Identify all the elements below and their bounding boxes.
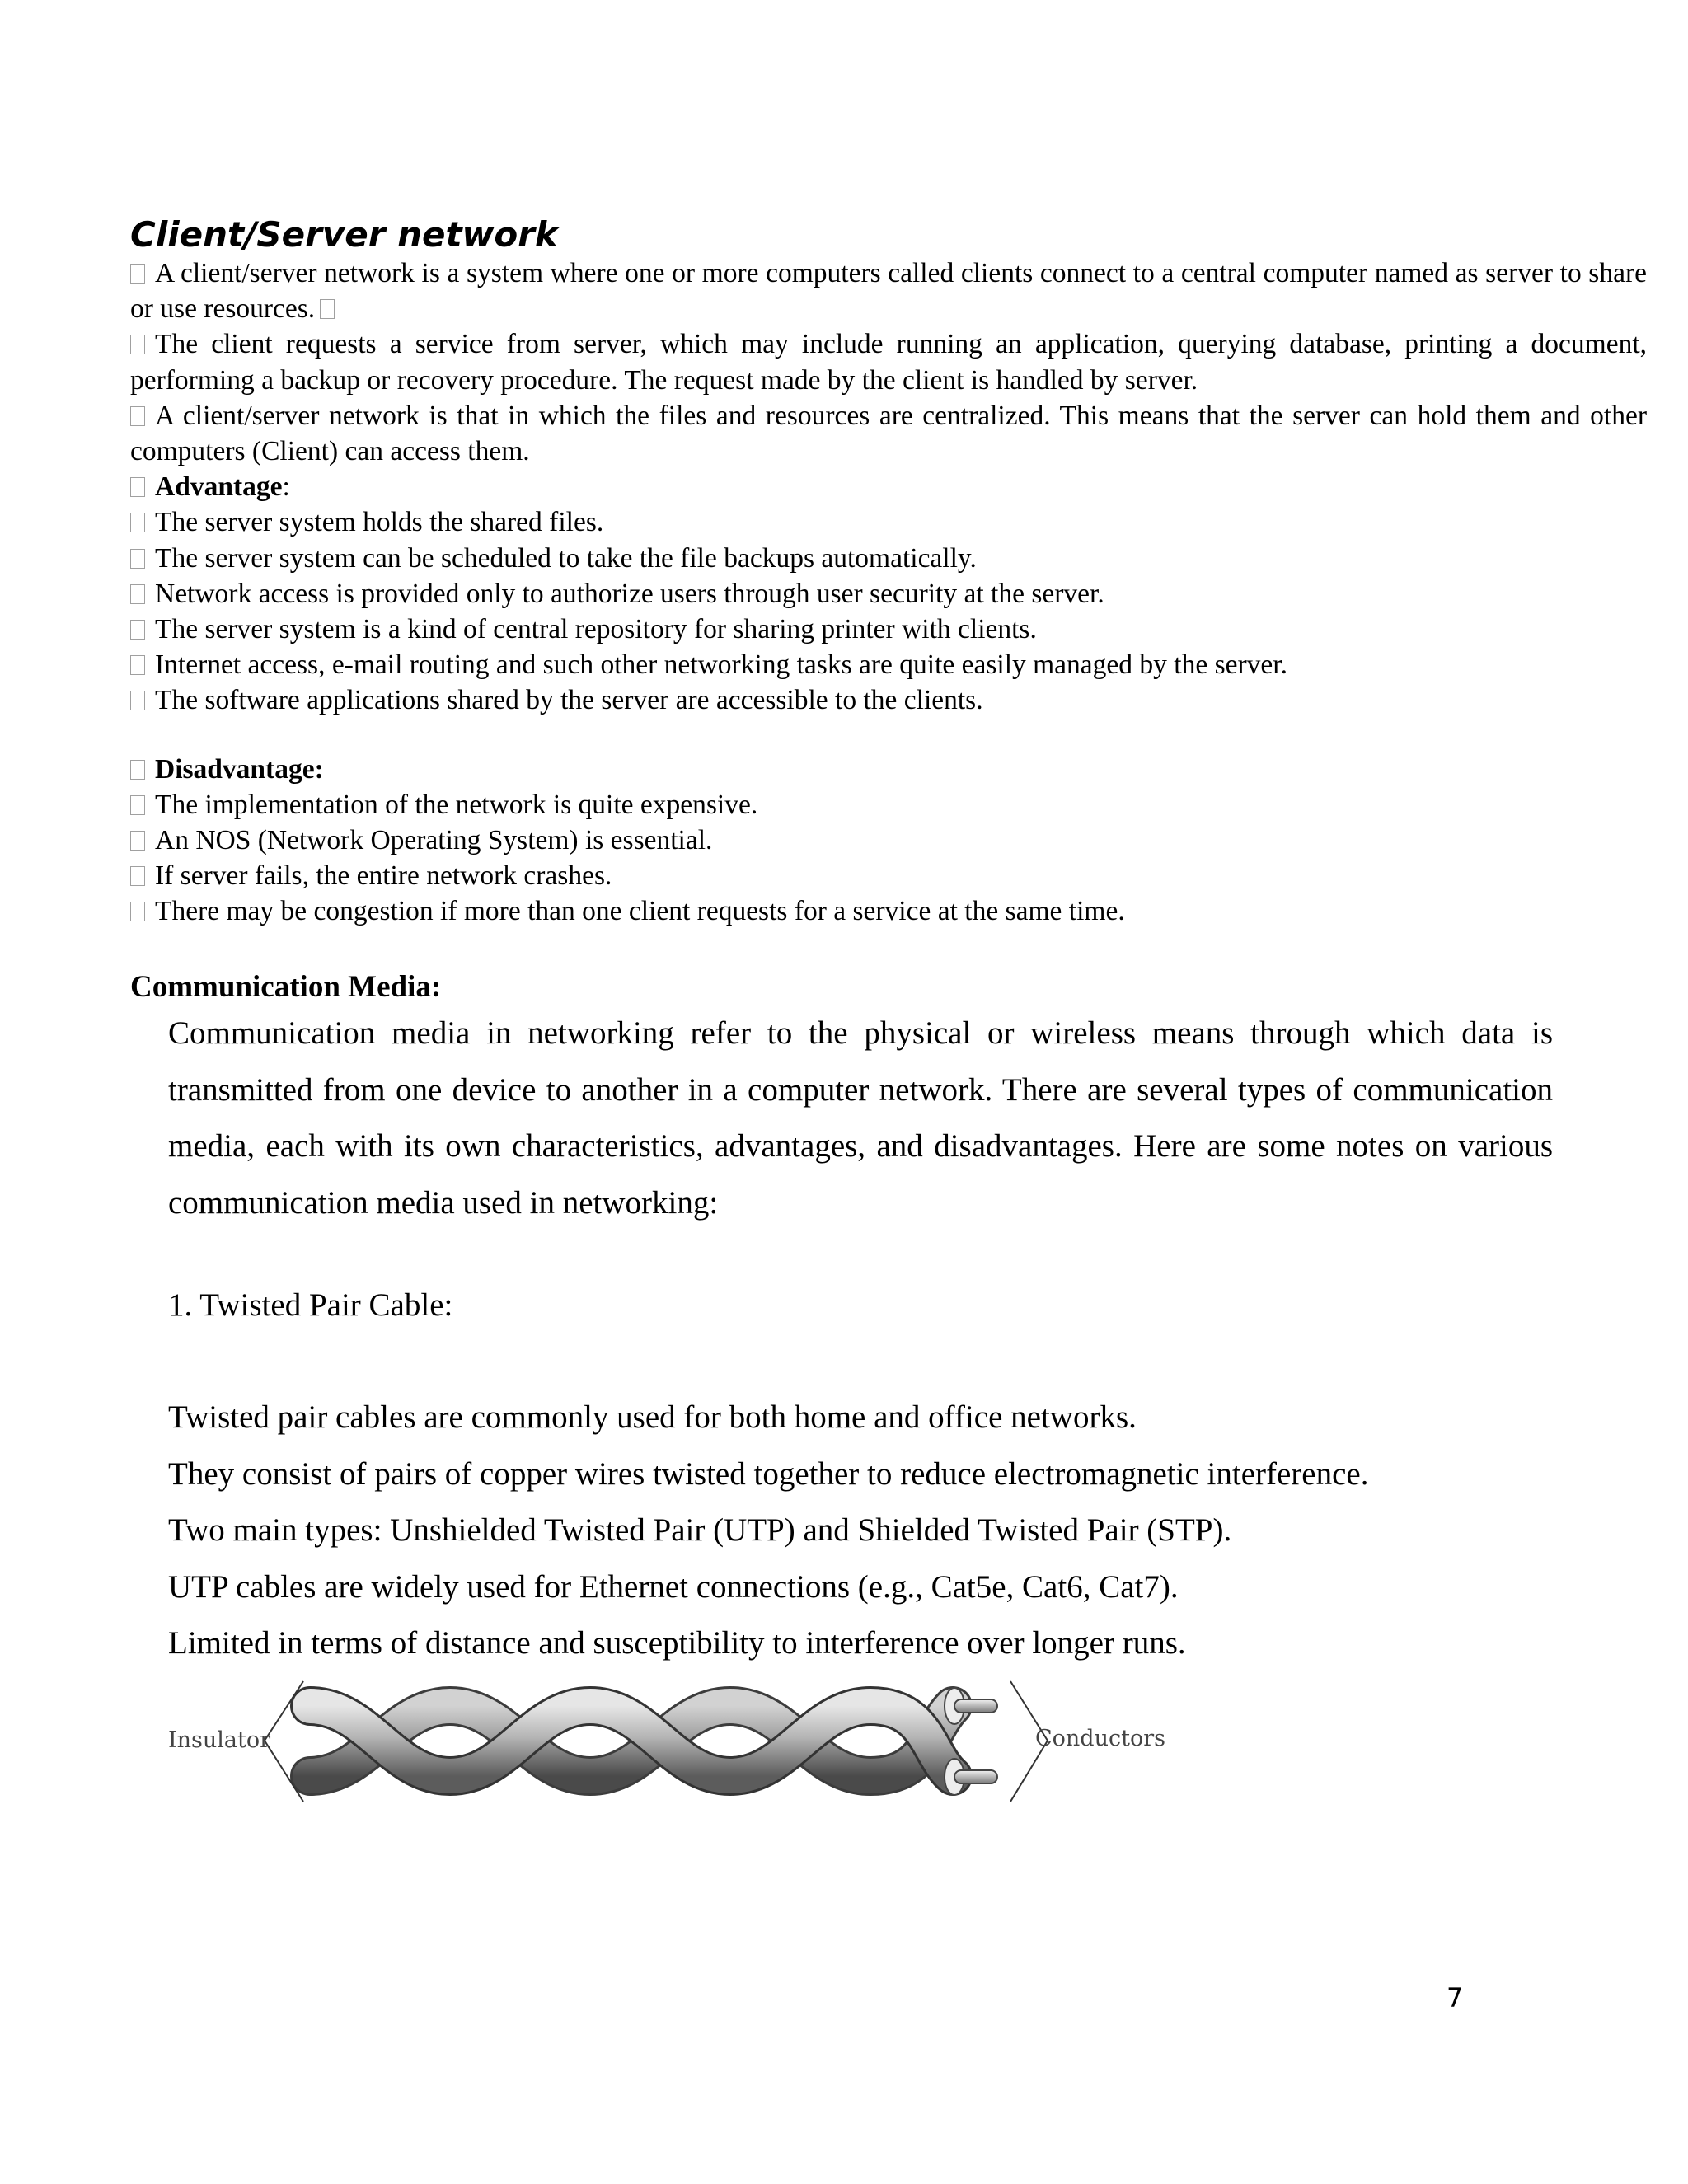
- list-item-text: The implementation of the network is quite expensive.: [155, 789, 758, 820]
- list-item: [130, 787, 1647, 823]
- paragraph-text: A client/server network is that in which the files and resources are centralized. This means that the server can hold them and other computers (Client) can access them.: [130, 400, 1647, 467]
- list-item: [130, 893, 1647, 929]
- page-number: 7: [1447, 1982, 1464, 2013]
- bullet-icon: [130, 795, 145, 815]
- twisted-pair-cable-figure: [162, 1673, 1167, 1813]
- paragraph-text: The client requests a service from server, which may include running an application, querying database, printing a document, performing a backup or recovery procedure. The request made by the client is handled by server.: [130, 329, 1647, 396]
- list-item-text: The server system can be scheduled to take the file backups automatically.: [155, 542, 977, 574]
- list-item-text: If server fails, the entire network crashes.: [155, 860, 612, 892]
- note-line: They consist of pairs of copper wires twisted together to reduce electromagnetic interference.: [168, 1455, 1369, 1492]
- list-item: [130, 612, 1647, 647]
- communication-media-intro: Communication media in networking refer to the physical or wireless means through which data is transmitted from one device to another in a computer network. There are several types of communication media, each with its own characteristics, advantages, and disadvantages. Here are some notes on various communication media used in networking:: [168, 1015, 1553, 1221]
- insulator-label: Insulator: [168, 1727, 271, 1753]
- twisted-pair-heading: 1. Twisted Pair Cable:: [168, 1287, 453, 1323]
- list-item: [130, 682, 1647, 718]
- paragraph: [130, 255, 1647, 326]
- list-item: [130, 541, 1647, 576]
- disadvantage-heading-text: Disadvantage:: [155, 753, 324, 785]
- note-line: UTP cables are widely used for Ethernet connections (e.g., Cat5e, Cat6, Cat7).: [168, 1568, 1179, 1605]
- advantage-heading-text: Advantage: [155, 471, 283, 503]
- bullet-icon: [130, 655, 145, 675]
- section-title-client-server: Client/Server network: [130, 214, 558, 255]
- list-item: [130, 823, 1647, 858]
- bullet-icon: [130, 760, 145, 780]
- list-item-text: Network access is provided only to authorize users through user security at the server.: [155, 578, 1104, 609]
- bullet-icon: [130, 264, 145, 284]
- spacer: [130, 719, 1647, 752]
- bullet-icon: [130, 549, 145, 569]
- list-item-text: Internet access, e-mail routing and such other networking tasks are quite easily managed by the server.: [155, 649, 1287, 681]
- bullet-icon: [130, 335, 145, 354]
- paragraph-text: A client/server network is a system where one or more computers called clients connect to a central computer named as server to share or use resources.: [130, 258, 1647, 325]
- bullet-icon: [130, 620, 145, 640]
- bullet-icon: [130, 831, 145, 851]
- note-line: Twisted pair cables are commonly used for both home and office networks.: [168, 1399, 1137, 1435]
- list-item-text: There may be congestion if more than one client requests for a service at the same time.: [155, 896, 1125, 927]
- bullet-icon: [130, 513, 145, 532]
- advantage-heading: [130, 469, 1647, 504]
- list-item-text: The server system holds the shared files.: [155, 507, 604, 538]
- note-line: Limited in terms of distance and susceptibility to interference over longer runs.: [168, 1625, 1186, 1661]
- advantage-colon: :: [282, 471, 290, 503]
- paragraph: [130, 398, 1647, 469]
- bullet-icon: [130, 902, 145, 921]
- list-item-text: An NOS (Network Operating System) is essential.: [155, 825, 713, 856]
- twisted-pair-notes: [168, 1390, 1569, 1672]
- bullet-icon: [130, 477, 145, 497]
- bullet-icon: [320, 299, 335, 319]
- bullet-icon: [130, 406, 145, 426]
- note-line: Two main types: Unshielded Twisted Pair (UTP) and Shielded Twisted Pair (STP).: [168, 1512, 1232, 1548]
- bullet-icon: [130, 866, 145, 886]
- bullet-icon: [130, 691, 145, 710]
- list-item: [130, 858, 1647, 893]
- conductors-label: Conductors: [1035, 1726, 1165, 1751]
- twisted-pair-cable-illustration: [162, 1673, 1167, 1813]
- client-server-content: [130, 255, 1647, 930]
- section-heading-communication-media: Communication Media:: [130, 970, 442, 1004]
- list-item: [130, 647, 1647, 682]
- list-item-text: The software applications shared by the server are accessible to the clients.: [155, 685, 983, 716]
- list-item-text: The server system is a kind of central repository for sharing printer with clients.: [155, 614, 1037, 645]
- bullet-icon: [130, 584, 145, 604]
- paragraph: [130, 326, 1647, 397]
- disadvantage-heading: [130, 752, 1647, 787]
- list-item: [130, 576, 1647, 612]
- list-item: [130, 504, 1647, 540]
